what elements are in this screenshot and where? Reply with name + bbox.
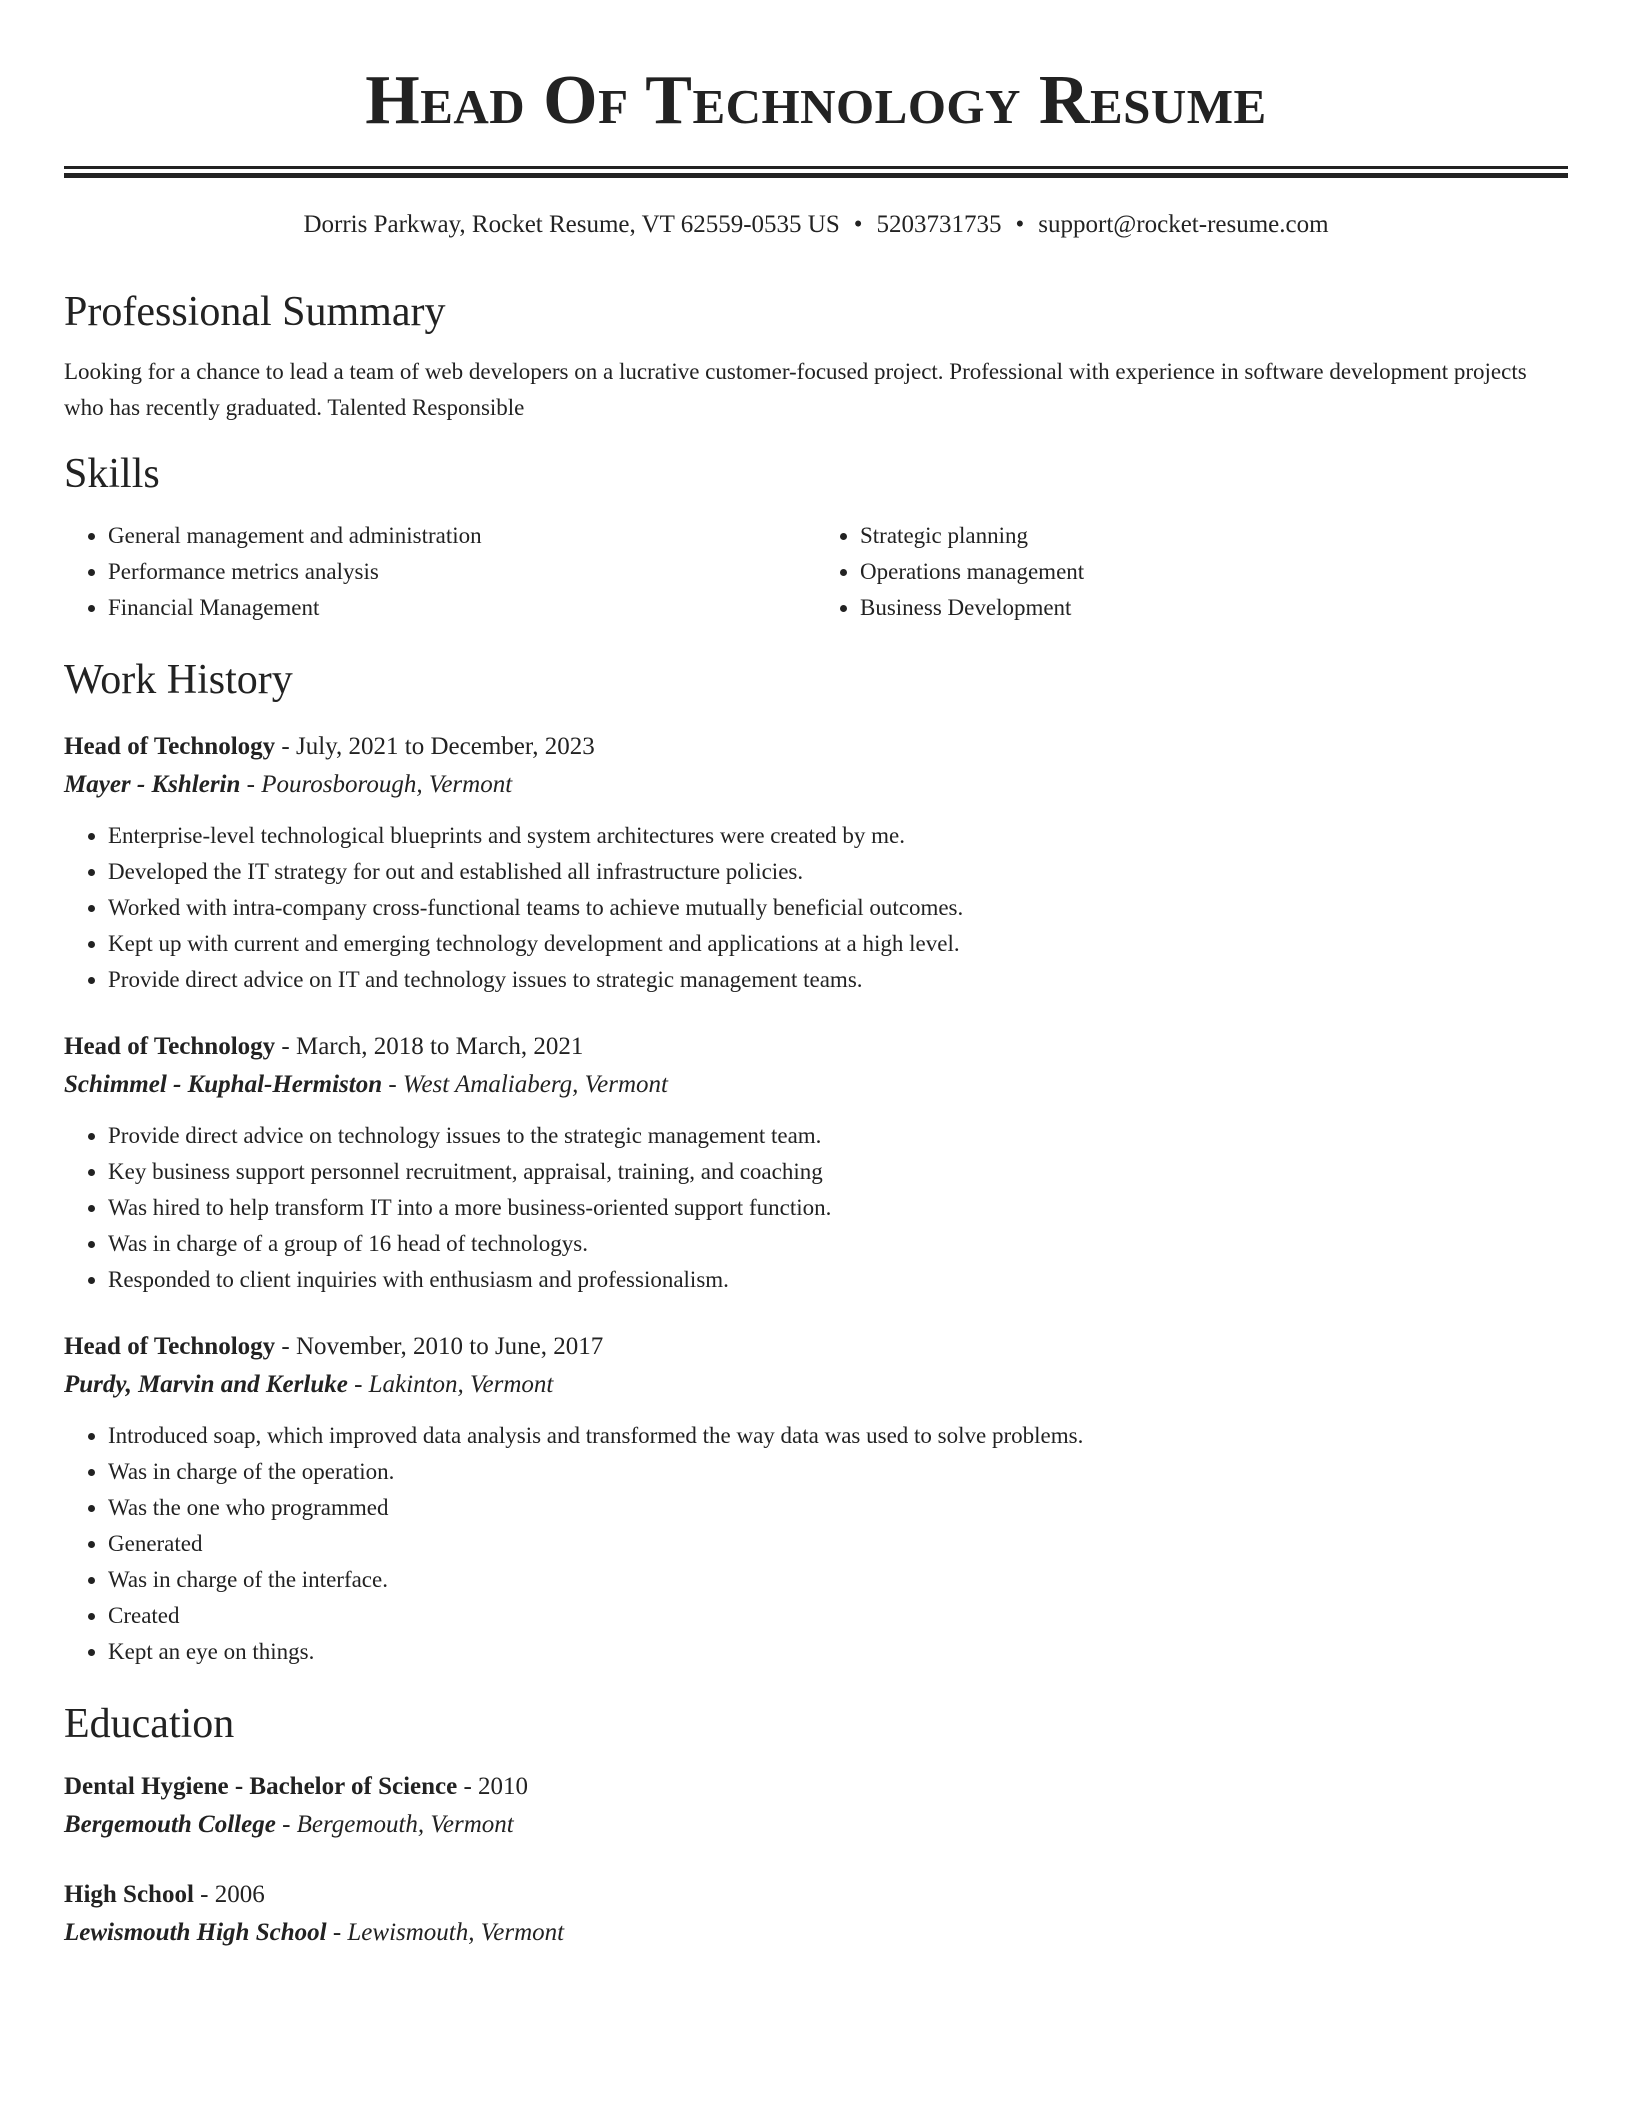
job-bullet: • Provide direct advice on technology issues to the strategic management team. — [108, 1118, 1568, 1154]
education-heading: Education — [64, 1701, 235, 1747]
job-entry — [64, 1028, 1568, 1298]
education-location: - Lewismouth, Vermont — [326, 1919, 565, 1946]
contact-address: Dorris Parkway, Rocket Resume, VT 62559-0535 US — [303, 211, 840, 238]
job-bullet: • Kept up with current and emerging technology development and applications at a high level. — [108, 926, 1568, 962]
job-company: Purdy, Marvin and Kerluke — [64, 1371, 348, 1398]
job-bullet: • Worked with intra-company cross-functional teams to achieve mutually beneficial outcomes. — [108, 890, 1568, 926]
job-company-line — [64, 1066, 1568, 1104]
contact-separator: • — [1015, 211, 1025, 238]
education-entry — [64, 1876, 1568, 1952]
job-bullet: • Created — [108, 1598, 1568, 1634]
education-year: - 2010 — [457, 1773, 529, 1800]
job-role: Head of Technology — [64, 1033, 276, 1060]
contact-line — [64, 209, 1568, 241]
job-location: - Pourosborough, Vermont — [240, 771, 513, 798]
job-bullets — [64, 1418, 1568, 1670]
job-role: Head of Technology — [64, 1333, 276, 1360]
education-degree: Dental Hygiene - Bachelor of Science — [64, 1773, 458, 1800]
education-entry — [64, 1768, 1568, 1844]
job-title-line — [64, 1328, 1568, 1366]
job-bullet: • Developed the IT strategy for out and established all infrastructure policies. — [108, 854, 1568, 890]
job-location: - West Amaliaberg, Vermont — [382, 1071, 668, 1098]
job-bullet: • Was in charge of a group of 16 head of technologys. — [108, 1226, 1568, 1262]
title-double-rule — [64, 166, 1568, 178]
skill-item: • General management and administration — [108, 518, 816, 554]
skills-list — [64, 518, 1568, 626]
job-bullet: • Was hired to help transform IT into a more business-oriented support function. — [108, 1190, 1568, 1226]
job-company-line — [64, 1366, 1568, 1404]
skill-item: • Operations management — [860, 554, 1568, 590]
job-dates: - November, 2010 to June, 2017 — [275, 1333, 604, 1360]
skills-heading: Skills — [64, 451, 160, 497]
job-title-line — [64, 1028, 1568, 1066]
job-bullet: • Was in charge of the interface. — [108, 1562, 1568, 1598]
skills-column-left — [64, 518, 816, 626]
job-company: Mayer - Kshlerin — [64, 771, 241, 798]
education-location: - Bergemouth, Vermont — [275, 1811, 514, 1838]
job-bullet: • Key business support personnel recruitment, appraisal, training, and coaching — [108, 1154, 1568, 1190]
work-history-heading: Work History — [64, 657, 293, 703]
job-title-line — [64, 728, 1568, 766]
education-degree-line — [64, 1768, 1568, 1806]
skill-item: • Financial Management — [108, 590, 816, 626]
job-dates: - July, 2021 to December, 2023 — [275, 733, 595, 760]
summary-heading: Professional Summary — [64, 289, 446, 335]
resume-title: Head Of Technology Resume — [365, 62, 1267, 139]
education-school: Bergemouth College — [64, 1811, 276, 1838]
education-school: Lewismouth High School — [64, 1919, 327, 1946]
job-bullet: • Kept an eye on things. — [108, 1634, 1568, 1670]
education-year: - 2006 — [193, 1881, 265, 1908]
job-company: Schimmel - Kuphal-Hermiston — [64, 1071, 383, 1098]
job-bullets — [64, 818, 1568, 998]
education-degree: High School — [64, 1881, 194, 1908]
job-role: Head of Technology — [64, 733, 276, 760]
skill-item: • Strategic planning — [860, 518, 1568, 554]
contact-email: support@rocket-resume.com — [1038, 211, 1329, 238]
education-school-line — [64, 1806, 1568, 1844]
job-entry — [64, 728, 1568, 998]
job-bullet: • Provide direct advice on IT and technology issues to strategic management teams. — [108, 962, 1568, 998]
job-bullet: • Introduced soap, which improved data analysis and transformed the way data was used to solve problems. — [108, 1418, 1568, 1454]
skill-item: • Performance metrics analysis — [108, 554, 816, 590]
contact-separator: • — [853, 211, 863, 238]
education-degree-line — [64, 1876, 1568, 1914]
summary-text: Looking for a chance to lead a team of web developers on a lucrative customer-focused project. Professional with experience in software development projects who has recently graduated. Talented Responsible — [64, 359, 1527, 420]
contact-phone: 5203731735 — [876, 211, 1002, 238]
skills-column-right — [816, 518, 1568, 626]
skill-item: • Business Development — [860, 590, 1568, 626]
job-bullet: • Was in charge of the operation. — [108, 1454, 1568, 1490]
job-bullet: • Was the one who programmed — [108, 1490, 1568, 1526]
job-bullet: • Generated — [108, 1526, 1568, 1562]
job-bullets — [64, 1118, 1568, 1298]
job-bullet: • Responded to client inquiries with enthusiasm and professionalism. — [108, 1262, 1568, 1298]
job-entry — [64, 1328, 1568, 1670]
job-bullet: • Enterprise-level technological blueprints and system architectures were created by me. — [108, 818, 1568, 854]
job-location: - Lakinton, Vermont — [347, 1371, 554, 1398]
education-school-line — [64, 1914, 1568, 1952]
job-dates: - March, 2018 to March, 2021 — [275, 1033, 584, 1060]
job-company-line — [64, 766, 1568, 804]
